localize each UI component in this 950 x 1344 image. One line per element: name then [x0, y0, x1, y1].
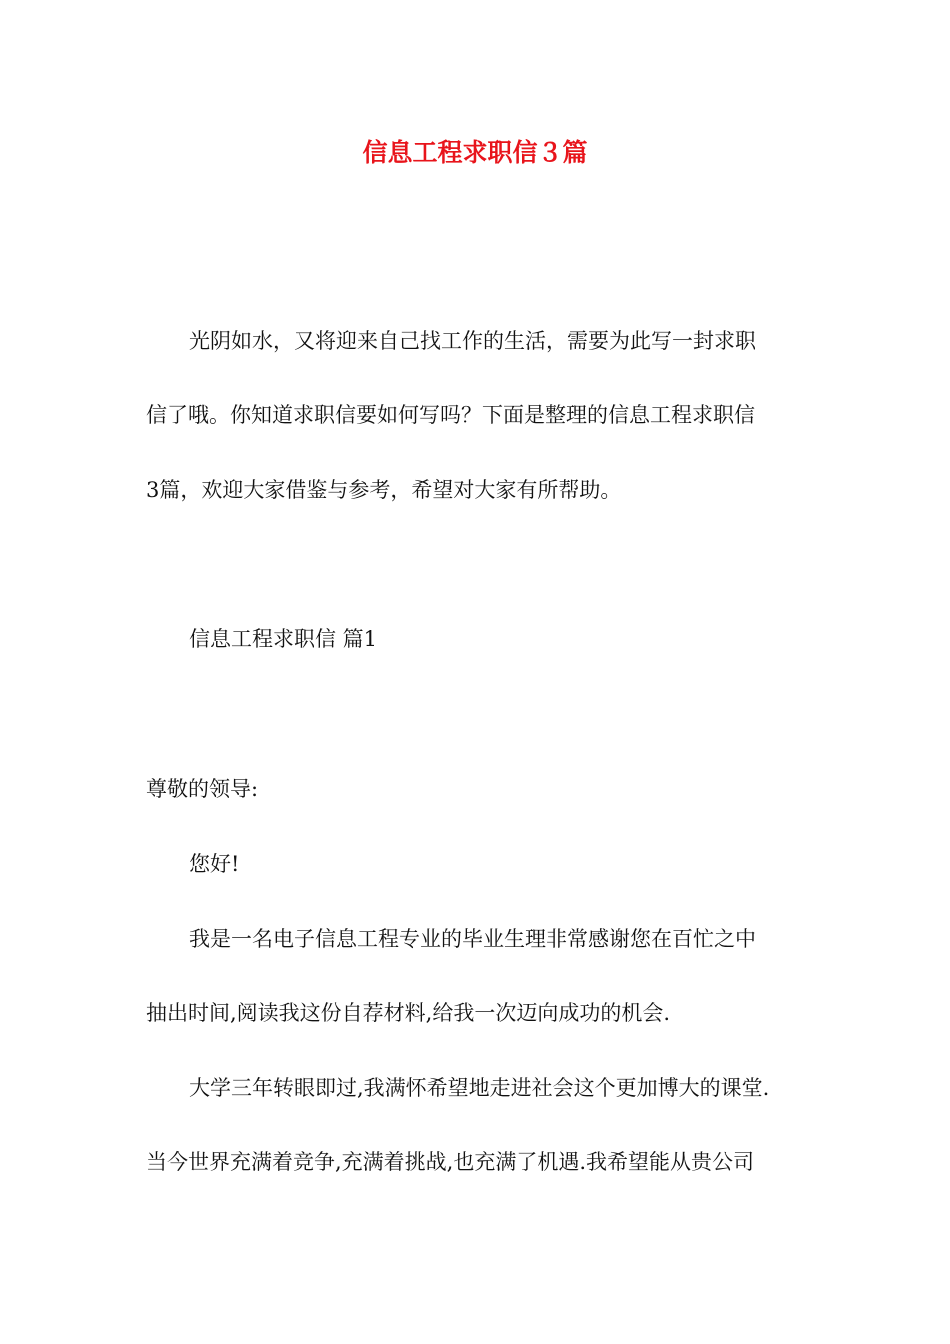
- paragraph-1-line-2: 抽出时间,阅读我这份自荐材料,给我一次迈向成功的机会.: [146, 1001, 671, 1025]
- document-title: 信息工程求职信３篇: [362, 138, 588, 167]
- intro-line-2: 信了哦。你知道求职信要如何写吗？下面是整理的信息工程求职信: [146, 403, 755, 427]
- section-heading: 信息工程求职信 篇1: [189, 627, 378, 651]
- greeting: 您好!: [189, 852, 240, 876]
- paragraph-2-line-2: 当今世界充满着竞争,充满着挑战,也充满了机遇.我希望能从贵公司: [146, 1150, 755, 1174]
- intro-line-3: 3篇，欢迎大家借鉴与参考，希望对大家有所帮助。: [146, 478, 622, 502]
- salutation: 尊敬的领导:: [146, 777, 259, 801]
- paragraph-1-line-1: 我是一名电子信息工程专业的毕业生理非常感谢您在百忙之中: [189, 927, 756, 951]
- intro-line-1: 光阴如水，又将迎来自己找工作的生活，需要为此写一封求职: [189, 329, 756, 353]
- paragraph-2-line-1: 大学三年转眼即过,我满怀希望地走进社会这个更加博大的课堂.: [189, 1076, 770, 1100]
